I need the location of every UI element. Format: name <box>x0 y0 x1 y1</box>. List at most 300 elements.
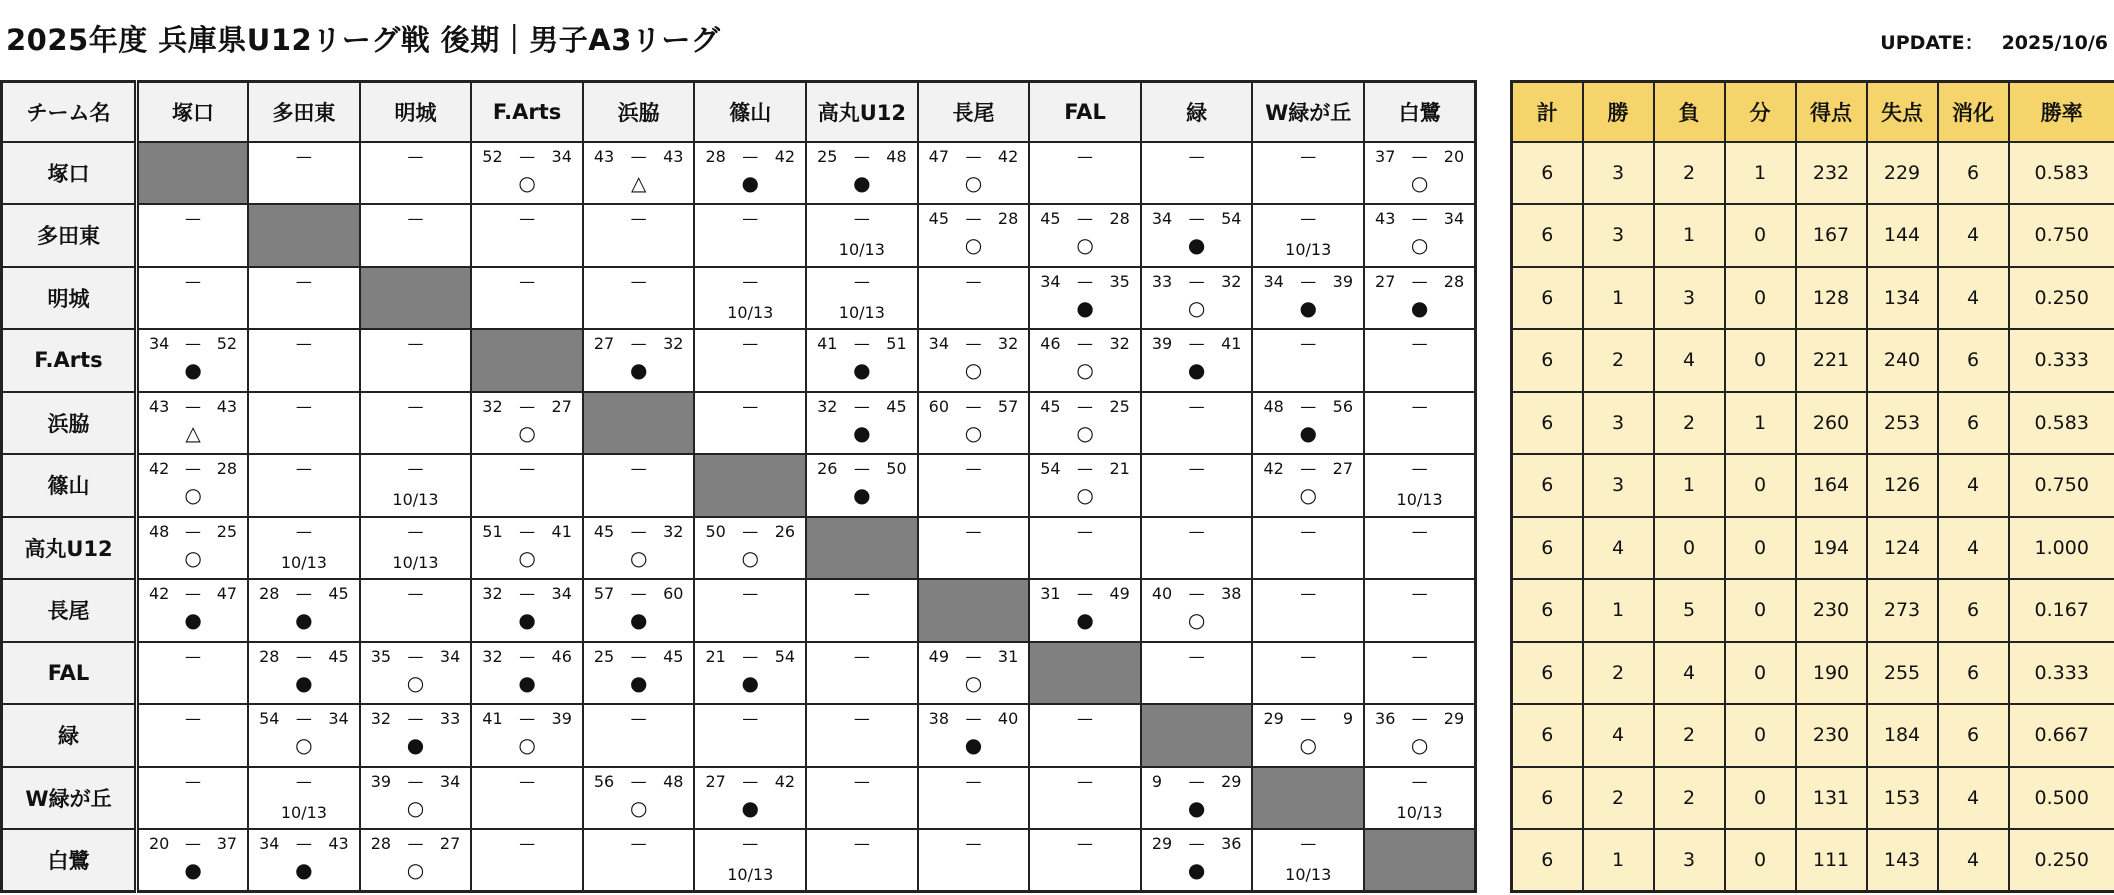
match-cell <box>583 204 695 267</box>
result-mark: ● <box>295 858 313 882</box>
away-score: 54 <box>774 646 796 666</box>
result-mark: ● <box>853 420 871 445</box>
result-mark: ○ <box>1076 483 1094 507</box>
no-match-dash: — <box>742 584 759 603</box>
score-dash: — <box>1188 771 1205 791</box>
score-dash: — <box>1188 584 1205 603</box>
no-match-dash: — <box>630 209 647 228</box>
update-date: 2025/10/6 <box>2001 32 2108 54</box>
score-dash: — <box>742 771 759 791</box>
score-dash: — <box>407 771 424 791</box>
standings-cell: 128 <box>1796 267 1867 330</box>
match-cell <box>918 517 1030 580</box>
match-cell <box>248 454 360 517</box>
no-match-dash: — <box>1188 521 1205 541</box>
match-cell <box>1364 579 1476 642</box>
standings-cell: 0.333 <box>2009 329 2114 392</box>
row-team-name: 塚口 <box>2 142 137 205</box>
match-cell <box>918 829 1030 892</box>
match-cell <box>1141 329 1253 392</box>
result-mark: ○ <box>518 545 536 570</box>
match-cell <box>471 517 583 580</box>
home-score: 39 <box>1151 334 1173 353</box>
no-match-dash: — <box>1411 771 1428 791</box>
score-dash: — <box>1188 209 1205 228</box>
match-cell <box>471 767 583 830</box>
match-cell <box>360 829 472 892</box>
home-score: 29 <box>1263 709 1284 728</box>
no-match-dash: — <box>742 334 759 353</box>
no-match-dash: — <box>1188 146 1205 166</box>
no-match-dash: — <box>742 271 759 291</box>
away-score: 26 <box>774 521 796 541</box>
match-cell <box>1364 204 1476 267</box>
standings-row <box>1512 517 2114 580</box>
standings-cell: 6 <box>1512 517 1583 580</box>
away-score: 56 <box>1332 396 1354 416</box>
match-cell <box>1252 454 1364 517</box>
standings-cell: 6 <box>1938 329 2009 392</box>
standings-cell: 134 <box>1867 267 1938 330</box>
result-mark: ○ <box>964 670 983 695</box>
standings-cell: 124 <box>1867 517 1938 580</box>
match-cell <box>694 642 806 705</box>
standings-cell: 6 <box>1512 142 1583 205</box>
no-match-dash: — <box>742 396 759 416</box>
no-match-dash: — <box>1300 834 1317 853</box>
no-match-dash: — <box>1077 771 1094 791</box>
result-mark: ● <box>184 608 202 632</box>
match-cell <box>806 579 918 642</box>
standings-cell: 4 <box>1938 454 2009 517</box>
standings-cell: 190 <box>1796 642 1867 705</box>
column-header-team: 白鷺 <box>1364 82 1476 142</box>
away-score: 32 <box>663 334 684 353</box>
score-dash: — <box>295 709 312 728</box>
no-match-dash: — <box>853 584 870 603</box>
standings-cell: 153 <box>1867 767 1938 830</box>
result-mark: ○ <box>406 670 425 695</box>
column-header-team: 高丸U12 <box>806 82 918 142</box>
match-cell <box>137 579 249 642</box>
match-cell <box>471 829 583 892</box>
standings-cell: 3 <box>1583 392 1654 455</box>
standings-cell: 143 <box>1867 829 1938 892</box>
home-score: 41 <box>817 334 838 353</box>
score-dash: — <box>853 459 870 478</box>
standings-cell: 255 <box>1867 642 1938 705</box>
match-cell <box>471 142 583 205</box>
match-cell <box>1141 579 1253 642</box>
row-team-name: W緑が丘 <box>2 767 137 830</box>
away-score: 47 <box>216 584 238 603</box>
no-match-dash: — <box>519 271 536 291</box>
home-score: 39 <box>370 771 392 791</box>
match-cell <box>1141 829 1253 892</box>
result-mark: ● <box>853 483 871 507</box>
match-cell <box>1141 392 1253 455</box>
match-cell <box>360 392 472 455</box>
match-cell <box>583 454 695 517</box>
self-match-cell <box>1364 829 1476 892</box>
match-cell <box>1252 267 1364 330</box>
match-cell <box>806 267 918 330</box>
column-header-team: 篠山 <box>694 82 806 142</box>
standings-cell: 0 <box>1725 204 1796 267</box>
column-header-team: F.Arts <box>471 82 583 142</box>
result-mark: ○ <box>406 858 425 882</box>
away-score: 45 <box>663 646 684 666</box>
standings-row <box>1512 829 2114 892</box>
match-cell <box>248 392 360 455</box>
away-score: 60 <box>663 584 684 603</box>
results-table <box>0 80 1477 893</box>
result-mark: ● <box>629 670 648 695</box>
no-match-dash: — <box>965 771 982 791</box>
scheduled-date: 10/13 <box>838 302 885 322</box>
no-match-dash: — <box>407 146 424 166</box>
away-score: 39 <box>551 709 572 728</box>
no-match-dash: — <box>295 146 312 166</box>
score-dash: — <box>1077 209 1094 228</box>
match-cell <box>137 829 249 892</box>
standings-cell: 1 <box>1583 579 1654 642</box>
standings-row <box>1512 704 2114 767</box>
standings-cell: 0.333 <box>2009 642 2114 705</box>
match-cell <box>1029 767 1141 830</box>
score-dash: — <box>1077 396 1094 416</box>
standings-cell: 111 <box>1796 829 1867 892</box>
no-match-dash: — <box>185 771 202 791</box>
match-cell <box>137 517 249 580</box>
match-cell <box>918 704 1030 767</box>
result-mark: ○ <box>1410 233 1429 257</box>
standings-cell: 0 <box>1725 829 1796 892</box>
match-cell <box>248 267 360 330</box>
match-cell <box>1029 392 1141 455</box>
no-match-dash: — <box>295 334 312 353</box>
standings-cell: 229 <box>1867 142 1938 205</box>
away-score: 34 <box>1443 209 1465 228</box>
away-score: 29 <box>1221 771 1242 791</box>
standings-cell: 1 <box>1654 454 1725 517</box>
score-dash: — <box>1077 334 1094 353</box>
standings-cell: 0 <box>1725 579 1796 642</box>
match-cell <box>1029 204 1141 267</box>
standings-cell: 6 <box>1938 142 2009 205</box>
standings-cell: 6 <box>1512 267 1583 330</box>
no-match-dash: — <box>1411 521 1428 541</box>
score-dash: — <box>1411 271 1428 291</box>
standings-cell: 6 <box>1512 392 1583 455</box>
home-score: 52 <box>482 146 503 166</box>
home-score: 32 <box>482 584 503 603</box>
standings-table <box>1510 80 2114 893</box>
results-row <box>2 329 1476 392</box>
home-score: 9 <box>1151 771 1163 791</box>
no-match-dash: — <box>1188 646 1205 666</box>
away-score: 28 <box>1443 271 1465 291</box>
result-mark: ○ <box>964 233 983 257</box>
score-dash: — <box>965 646 982 666</box>
away-score: 54 <box>1221 209 1242 228</box>
match-cell <box>583 704 695 767</box>
result-mark: ○ <box>518 420 536 445</box>
standings-cell: 230 <box>1796 579 1867 642</box>
home-score: 43 <box>593 146 615 166</box>
no-match-dash: — <box>519 771 536 791</box>
result-mark: ○ <box>741 545 759 570</box>
match-cell <box>1141 267 1253 330</box>
result-mark: ● <box>1187 858 1206 882</box>
match-cell <box>471 392 583 455</box>
score-dash: — <box>295 584 312 603</box>
score-dash: — <box>1411 209 1428 228</box>
standings-header: 得点 <box>1796 82 1867 142</box>
column-header-team: FAL <box>1029 82 1141 142</box>
match-cell <box>1364 517 1476 580</box>
away-score: 34 <box>439 771 461 791</box>
result-mark: ○ <box>518 733 536 757</box>
match-cell <box>137 204 249 267</box>
self-match-cell <box>1252 767 1364 830</box>
standings-cell: 6 <box>1938 579 2009 642</box>
match-cell <box>1252 579 1364 642</box>
away-score: 28 <box>997 209 1019 228</box>
standings-row <box>1512 142 2114 205</box>
match-cell <box>583 767 695 830</box>
no-match-dash: — <box>519 459 536 478</box>
score-dash: — <box>519 521 536 541</box>
away-score: 27 <box>1332 459 1354 478</box>
match-cell <box>694 392 806 455</box>
match-cell <box>137 329 249 392</box>
standings-cell: 6 <box>1512 767 1583 830</box>
home-score: 51 <box>482 521 503 541</box>
home-score: 35 <box>370 646 392 666</box>
standings-cell: 0 <box>1725 767 1796 830</box>
score-dash: — <box>853 146 870 166</box>
match-cell <box>1364 142 1476 205</box>
no-match-dash: — <box>295 459 312 478</box>
away-score: 52 <box>216 334 238 353</box>
column-header-team: 明城 <box>360 82 472 142</box>
home-score: 56 <box>593 771 615 791</box>
away-score: 29 <box>1443 709 1465 728</box>
result-mark: ○ <box>964 170 983 195</box>
standings-cell: 0 <box>1725 267 1796 330</box>
standings-cell: 4 <box>1938 267 2009 330</box>
standings-row <box>1512 329 2114 392</box>
results-row <box>2 267 1476 330</box>
results-row <box>2 642 1476 705</box>
row-team-name: FAL <box>2 642 137 705</box>
score-dash: — <box>630 521 647 541</box>
no-match-dash: — <box>1077 834 1094 853</box>
result-mark: ● <box>1187 233 1206 257</box>
away-score: 42 <box>997 146 1019 166</box>
standings-cell: 6 <box>1938 642 2009 705</box>
match-cell <box>1141 142 1253 205</box>
match-cell <box>471 579 583 642</box>
column-header-team: 多田東 <box>248 82 360 142</box>
standings-cell: 4 <box>1938 517 2009 580</box>
score-dash: — <box>742 521 759 541</box>
home-score: 28 <box>370 834 392 853</box>
away-score: 43 <box>216 396 238 416</box>
no-match-dash: — <box>1300 146 1317 166</box>
match-cell <box>583 829 695 892</box>
no-match-dash: — <box>630 271 647 291</box>
away-score: 27 <box>551 396 572 416</box>
home-score: 34 <box>149 334 170 353</box>
match-cell <box>360 767 472 830</box>
score-dash: — <box>519 709 536 728</box>
standings-cell: 0 <box>1725 517 1796 580</box>
standings-cell: 1 <box>1583 829 1654 892</box>
match-cell <box>918 267 1030 330</box>
home-score: 32 <box>817 396 838 416</box>
match-cell <box>1364 767 1476 830</box>
standings-cell: 131 <box>1796 767 1867 830</box>
match-cell <box>694 517 806 580</box>
score-dash: — <box>185 584 202 603</box>
away-score: 39 <box>1332 271 1354 291</box>
scheduled-date: 10/13 <box>727 865 774 884</box>
result-mark: ● <box>853 358 871 382</box>
result-mark: ● <box>295 670 313 695</box>
result-mark: ● <box>1299 420 1317 445</box>
score-dash: — <box>185 396 202 416</box>
match-cell <box>1364 642 1476 705</box>
match-cell <box>1252 142 1364 205</box>
match-cell <box>1252 829 1364 892</box>
home-score: 40 <box>1151 584 1173 603</box>
standings-header: 勝率 <box>2009 82 2114 142</box>
match-cell <box>1029 704 1141 767</box>
standings-cell: 0.667 <box>2009 704 2114 767</box>
standings-header: 失点 <box>1867 82 1938 142</box>
no-match-dash: — <box>965 521 982 541</box>
away-score: 25 <box>216 521 238 541</box>
home-score: 49 <box>928 646 950 666</box>
score-dash: — <box>407 709 424 728</box>
standings-cell: 0 <box>1654 517 1725 580</box>
result-mark: ● <box>184 858 202 882</box>
no-match-dash: — <box>519 834 536 853</box>
result-mark: ● <box>629 358 648 382</box>
self-match-cell <box>806 517 918 580</box>
standings-cell: 164 <box>1796 454 1867 517</box>
no-match-dash: — <box>965 834 982 853</box>
result-mark: ● <box>184 358 202 382</box>
match-cell <box>1029 329 1141 392</box>
standings-cell: 6 <box>1938 392 2009 455</box>
score-dash: — <box>1188 271 1205 291</box>
score-dash: — <box>965 334 982 353</box>
standings-cell: 144 <box>1867 204 1938 267</box>
home-score: 31 <box>1040 584 1061 603</box>
no-match-dash: — <box>1077 709 1094 728</box>
match-cell <box>1029 579 1141 642</box>
away-score: 28 <box>216 459 238 478</box>
standings-cell: 6 <box>1512 579 1583 642</box>
results-row <box>2 767 1476 830</box>
team-name-header: チーム名 <box>2 82 137 142</box>
result-mark: △ <box>185 420 201 445</box>
away-score: 33 <box>439 709 461 728</box>
match-cell <box>1252 204 1364 267</box>
home-score: 27 <box>593 334 615 353</box>
match-cell <box>583 267 695 330</box>
home-score: 37 <box>1375 146 1396 166</box>
home-score: 54 <box>1040 459 1061 478</box>
score-dash: — <box>1411 709 1428 728</box>
match-cell <box>583 642 695 705</box>
no-match-dash: — <box>1188 459 1205 478</box>
match-cell <box>360 517 472 580</box>
home-score: 34 <box>1263 271 1284 291</box>
scheduled-date: 10/13 <box>727 302 774 322</box>
away-score: 32 <box>997 334 1019 353</box>
standings-cell: 1 <box>1725 142 1796 205</box>
match-cell <box>360 642 472 705</box>
home-score: 42 <box>1263 459 1284 478</box>
standings-cell: 0.750 <box>2009 204 2114 267</box>
standings-cell: 4 <box>1583 517 1654 580</box>
result-mark: ● <box>518 670 536 695</box>
row-team-name: 長尾 <box>2 579 137 642</box>
result-mark: ○ <box>964 358 983 382</box>
standings-cell: 6 <box>1512 829 1583 892</box>
match-cell <box>248 517 360 580</box>
result-mark: ● <box>1410 295 1429 320</box>
home-score: 38 <box>928 709 950 728</box>
match-cell <box>918 642 1030 705</box>
match-cell <box>806 454 918 517</box>
away-score: 37 <box>216 834 238 853</box>
home-score: 41 <box>482 709 503 728</box>
standings-cell: 0 <box>1725 454 1796 517</box>
standings-cell: 230 <box>1796 704 1867 767</box>
match-cell <box>1029 829 1141 892</box>
match-cell <box>583 517 695 580</box>
match-cell <box>137 267 249 330</box>
match-cell <box>1029 454 1141 517</box>
no-match-dash: — <box>853 771 870 791</box>
no-match-dash: — <box>1300 646 1317 666</box>
standings-row <box>1512 767 2114 830</box>
match-cell <box>806 329 918 392</box>
no-match-dash: — <box>1411 584 1428 603</box>
scheduled-date: 10/13 <box>1285 240 1332 259</box>
match-cell <box>360 204 472 267</box>
standings-row <box>1512 204 2114 267</box>
standings-cell: 6 <box>1512 204 1583 267</box>
no-match-dash: — <box>407 584 424 603</box>
result-mark: ○ <box>1187 608 1206 632</box>
standings-cell: 0 <box>1725 642 1796 705</box>
no-match-dash: — <box>519 209 536 228</box>
no-match-dash: — <box>853 646 870 666</box>
standings-cell: 3 <box>1583 142 1654 205</box>
score-dash: — <box>853 396 870 416</box>
row-team-name: 明城 <box>2 267 137 330</box>
row-team-name: 浜脇 <box>2 392 137 455</box>
standings-cell: 1.000 <box>2009 517 2114 580</box>
score-dash: — <box>853 334 870 353</box>
score-dash: — <box>185 834 202 853</box>
